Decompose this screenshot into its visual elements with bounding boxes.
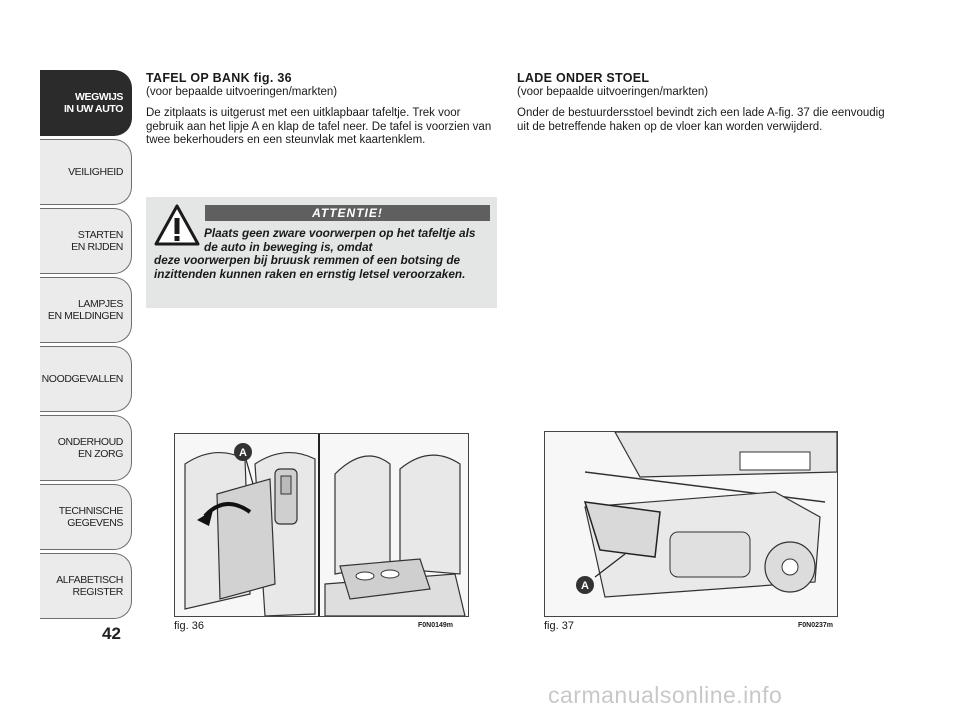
section-subheading: (voor bepaalde uitvoeringen/markten) (146, 85, 338, 98)
tab-lampjes[interactable]: LAMPJES EN MELDINGEN (40, 277, 132, 343)
under-seat-drawer-illustration (545, 432, 837, 616)
tab-veiligheid[interactable]: VEILIGHEID (40, 139, 132, 205)
section-subheading-right: (voor bepaalde uitvoeringen/markten) (517, 85, 709, 98)
section-heading-lade: LADE ONDER STOEL (517, 71, 650, 85)
tab-starten[interactable]: STARTEN EN RIJDEN (40, 208, 132, 274)
figure-36 (174, 433, 469, 617)
section-body-right: Onder de bestuurdersstoel bevindt zich een lade A-fig. 37 die eenvoudig uit de betreffende haken op de vloer kan worden verwijderd. (517, 107, 885, 133)
right-column (517, 72, 887, 134)
tab-noodgevallen[interactable]: NOODGEVALLEN (40, 346, 132, 412)
figure-36-code: F0N0149m (418, 622, 454, 629)
watermark: carmanualsonline.info (548, 682, 783, 708)
tab-alfabetisch[interactable]: ALFABETISCH REGISTER (40, 553, 132, 619)
warning-box (146, 197, 497, 308)
tab-onderhoud[interactable]: ONDERHOUD EN ZORG (40, 415, 132, 481)
left-column (146, 72, 496, 148)
figure-37-caption: fig. 37 (544, 620, 574, 632)
section-body: De zitplaats is uitgerust met een uitklapbaar tafeltje. Trek voor gebruik aan het lipje A en klap de tafel neer. De tafel is voorzien van twee bekerhouders en een steunvlak met kaartenklem. (146, 107, 492, 146)
figure-37 (544, 431, 838, 617)
figure-36-caption: fig. 36 (174, 620, 204, 632)
figure-37-marker: A (581, 580, 589, 592)
seat-table-illustration (175, 434, 468, 616)
section-heading-tafel: TAFEL OP BANK fig. 36 (146, 71, 292, 85)
tab-wegwijs[interactable]: WEGWIJS IN UW AUTO (40, 70, 132, 136)
tab-technische[interactable]: TECHNISCHE GEGEVENS (40, 484, 132, 550)
warning-title: ATTENTIE! (205, 205, 490, 221)
page-number: 42 (102, 624, 121, 643)
warning-text (154, 227, 492, 281)
figure-36-marker: A (239, 447, 247, 459)
warning-text-first: Plaats geen zware voorwerpen op het tafeltje als de auto in beweging is, omdat (204, 226, 476, 254)
warning-text-rest: deze voorwerpen bij bruusk remmen of een botsing de inzittenden kunnen raken en ernstig letsel veroorzaken. (154, 253, 466, 281)
figure-37-code: F0N0237m (798, 622, 834, 629)
